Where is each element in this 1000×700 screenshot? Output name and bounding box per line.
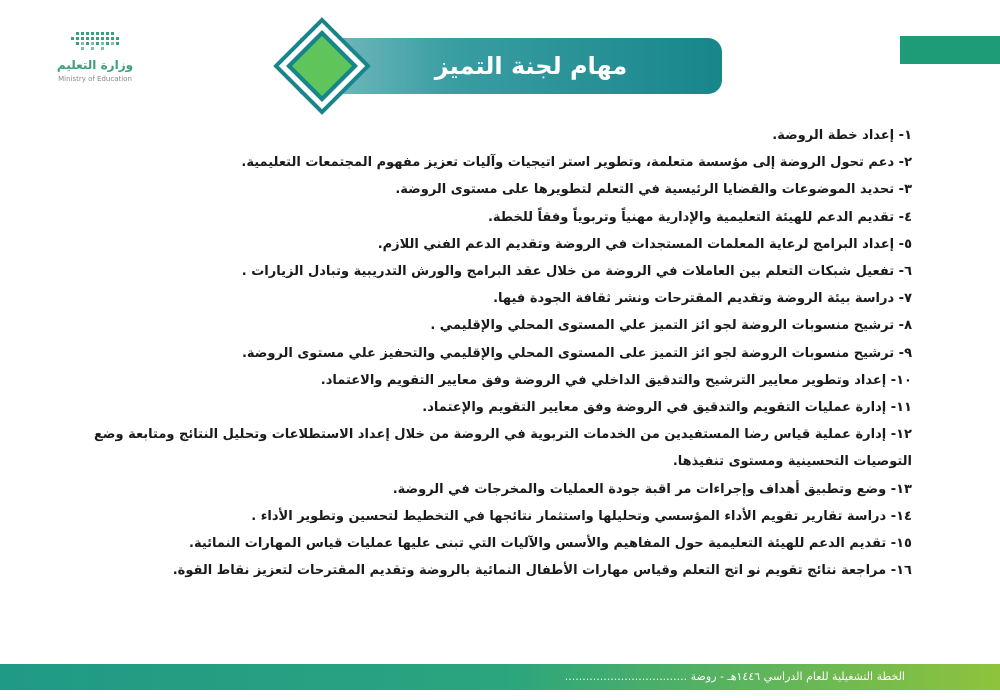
list-item: ١٣- وضع وتطبيق أهداف وإجراءات مر اقبة جودة العمليات والمخرجات في الروضة. xyxy=(392,481,912,497)
list-item: ٢- دعم تحول الروضة إلى مؤسسة متعلمة، وتطوير استر اتيجيات وآليات تعزيز مفهوم المجتمعات التعليمية. xyxy=(241,155,912,171)
list-item: ٦- تفعيل شبكات التعلم بين العاملات في الروضة من خلال عقد البرامج والورش التدريبية وتبادل الزيارات . xyxy=(241,264,912,280)
footer-text: الخطة التشغيلية للعام الدراسي ١٤٤٦هـ - روضة ................................... xyxy=(564,670,905,683)
list-item: ١٤- دراسة تقارير تقويم الأداء المؤسسي وتحليلها واستثمار نتائجها في التخطيط لتحسين وتطوير الأداء . xyxy=(251,508,912,524)
list-item: ٥- إعداد البرامج لرعاية المعلمات المستجدات في الروضة وتقديم الدعم الفني اللازم. xyxy=(377,236,912,252)
list-item: ٩- ترشيح منسوبات الروضة لجو ائز التميز على المستوى المحلي والإقليمي والتحفيز علي مستوى الروضة. xyxy=(241,345,912,361)
tasks-list xyxy=(90,122,912,584)
list-item: ٨- ترشيح منسوبات الروضة لجو ائز التميز علي المستوى المحلي والإقليمي . xyxy=(430,318,912,334)
logo-dots-icon xyxy=(40,28,150,56)
ministry-logo xyxy=(40,28,150,88)
page-title: مهام لجنة التميز xyxy=(434,52,628,80)
list-item: ٧- دراسة بيئة الروضة وتقديم المقترحات ونشر ثقافة الجودة فيها. xyxy=(493,291,912,307)
list-item: ٤- تقديم الدعم للهيئة التعليمية والإدارية مهنياً وتربوياً وفقاً للخطة. xyxy=(487,209,912,225)
list-item: ١١- إدارة عمليات التقويم والتدقيق في الروضة وفق معايير التقويم والإعتماد. xyxy=(422,400,912,416)
corner-accent xyxy=(900,36,1000,64)
list-item: ١٢- إدارة عملية قياس رضا المستفيدين من الخدمات التربوية في الروضة من خلال إعداد الاستطلاعات وتحليل النتائج ومتابعة وضع التوصيات التحسينية ومستوى تنفيذها. xyxy=(94,427,912,470)
list-item: ١٠- إعداد وتطوير معايير الترشيح والتدقيق الداخلي في الروضة وفق معايير التقويم والاعتماد. xyxy=(320,372,912,388)
footer-bar xyxy=(0,664,1000,690)
diamond-icon xyxy=(272,16,372,116)
logo-english-text: Ministry of Education xyxy=(58,75,132,83)
list-item: ٣- تحديد الموضوعات والقضايا الرئيسية في التعلم لتطويرها على مستوى الروضة. xyxy=(395,182,912,198)
list-item: ١٥- تقديم الدعم للهيئة التعليمية حول المفاهيم والأسس والآليات التي تبنى عليها عمليات قياس المهارات النمائية. xyxy=(189,536,912,552)
logo-arabic-text: وزارة التعليم xyxy=(56,58,134,72)
list-item: ١- إعداد خطة الروضة. xyxy=(772,128,912,143)
list-item: ١٦- مراجعة نتائج تقويم نو اتج التعلم وقياس مهارات الأطفال النمائية بالروضة وتقديم المقترحات لتعزيز نقاط القوة. xyxy=(172,563,912,579)
